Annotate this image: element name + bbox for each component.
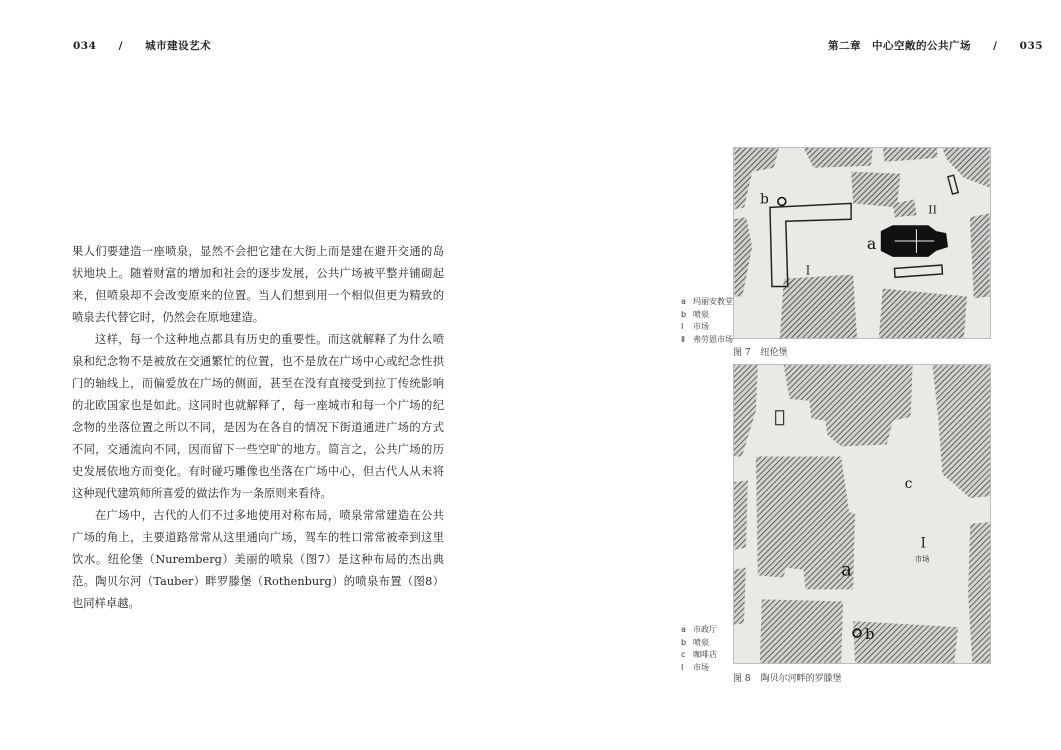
map-label-b: b: [864, 625, 875, 644]
paragraph-2: 这样，每一个这种地点都具有历史的重要性。而这就解释了为什么喷泉和纪念物不是被放在交通繁忙的位置，也不是放在广场中心或纪念性拱门的轴线上，而偏爱放在广场的侧面，甚至在没有直接受到拉丁传统影响的北欧国家也是如此。这同时也就解释了，每一座城市和每一个广场的纪念物的坐落位置之所以不同，是因为在各自的情况下街道通进广场的方式不同，交通流向不同，因而留下一些空旷的地方。简言之，公共广场的历史发展依地方而变化。有时碰巧雕像也坐落在广场中心，但古代人从未将这种现代建筑师所喜爱的做法作为一条原则来看待。: [72, 333, 444, 500]
figure-caption-text: 陶贝尔河畔的罗滕堡: [760, 674, 842, 684]
legend-key: Ⅰ: [681, 322, 684, 331]
figure-7-caption: [733, 345, 788, 358]
legend-item: [681, 649, 717, 662]
building-block: [780, 275, 857, 338]
legend-item: [681, 309, 733, 322]
legend-key: b: [681, 637, 687, 647]
map-label-b: b: [760, 191, 769, 208]
figure-number: 图 8: [733, 674, 751, 684]
figure-7-legend: [681, 296, 733, 346]
legend-key: c: [681, 650, 686, 659]
figure-8-map: [733, 364, 991, 664]
figure-8-caption: [733, 671, 842, 684]
map-label-a: a: [841, 559, 852, 581]
map-label-one: I: [920, 535, 927, 552]
book-title: 城市建设艺术: [145, 40, 212, 52]
map-label-one: I: [805, 263, 811, 278]
building-block: [968, 522, 990, 663]
figure-caption-text: 纽伦堡: [760, 348, 788, 358]
legend-text: 喷泉: [693, 309, 709, 319]
figure-7-map: [733, 147, 991, 339]
page-number-left: 034: [73, 40, 97, 52]
building-block: [851, 172, 900, 208]
rothenburg-plan-illustration: [734, 365, 990, 663]
running-header-right: [828, 38, 1043, 53]
map-label-two: II: [928, 203, 937, 217]
page-number-right: 035: [1019, 40, 1044, 52]
legend-key: a: [681, 625, 686, 634]
legend-text: 玛丽安教堂: [693, 297, 733, 306]
legend-item: [681, 296, 733, 309]
legend-text: 弗劳恩市场: [693, 334, 733, 344]
legend-item: [681, 334, 733, 347]
legend-item: [681, 624, 717, 637]
legend-text: 市场: [693, 322, 709, 331]
legend-item: [681, 662, 717, 675]
map-label-market: 市场: [914, 554, 930, 564]
legend-key: Ⅰ: [681, 662, 684, 672]
chapter-title: 第二章 中心空敞的公共广场: [828, 40, 971, 52]
legend-key: Ⅱ: [681, 334, 685, 344]
town-hall-block: [756, 456, 855, 589]
paragraph-3: 在广场中，古代的人们不过多地使用对称布局，喷泉常常建造在公共广场的角上，主要道路常常从这里通向广场，驾车的牲口常常被牵到这里饮水。纽伦堡（Nuremberg）美丽的喷泉（图7）是这种布局的杰出典范。陶贝尔河（Tauber）畔罗滕堡（Rothenburg）的喷泉布置（图8）也同样卓越。: [72, 509, 444, 610]
legend-key: b: [681, 309, 687, 319]
figure-8-legend: [681, 624, 717, 674]
running-header-left: [73, 38, 211, 53]
legend-text: 喷泉: [693, 637, 709, 647]
legend-item: [681, 321, 733, 334]
building-block: [734, 480, 748, 549]
paragraph-1: 果人们要建造一座喷泉，显然不会把它建在大街上而是建在避开交通的岛状地块上。随着财富的增加和社会的逐步发展，公共广场被平整并铺砌起来，但喷泉却不会改变原来的位置。当人们想到用一个相似但更为精致的喷泉去代替它时，仍然会在原地建造。: [72, 245, 444, 324]
map-label-c: c: [904, 476, 913, 493]
legend-text: 市政厅: [693, 625, 717, 634]
body-text: [72, 241, 444, 615]
building-block: [734, 568, 746, 626]
legend-text: 咖啡店: [693, 650, 717, 659]
figure-number: 图 7: [733, 348, 751, 358]
header-separator-left: /: [118, 40, 123, 52]
legend-text: 市场: [693, 662, 709, 672]
map-label-a: a: [866, 233, 877, 253]
nuremberg-plan-illustration: [734, 148, 990, 338]
building-block: [760, 599, 843, 663]
legend-key: a: [681, 297, 686, 306]
building-block: [804, 148, 873, 168]
legend-item: [681, 637, 717, 650]
building-block: [879, 289, 967, 338]
header-separator-right: /: [993, 40, 998, 52]
